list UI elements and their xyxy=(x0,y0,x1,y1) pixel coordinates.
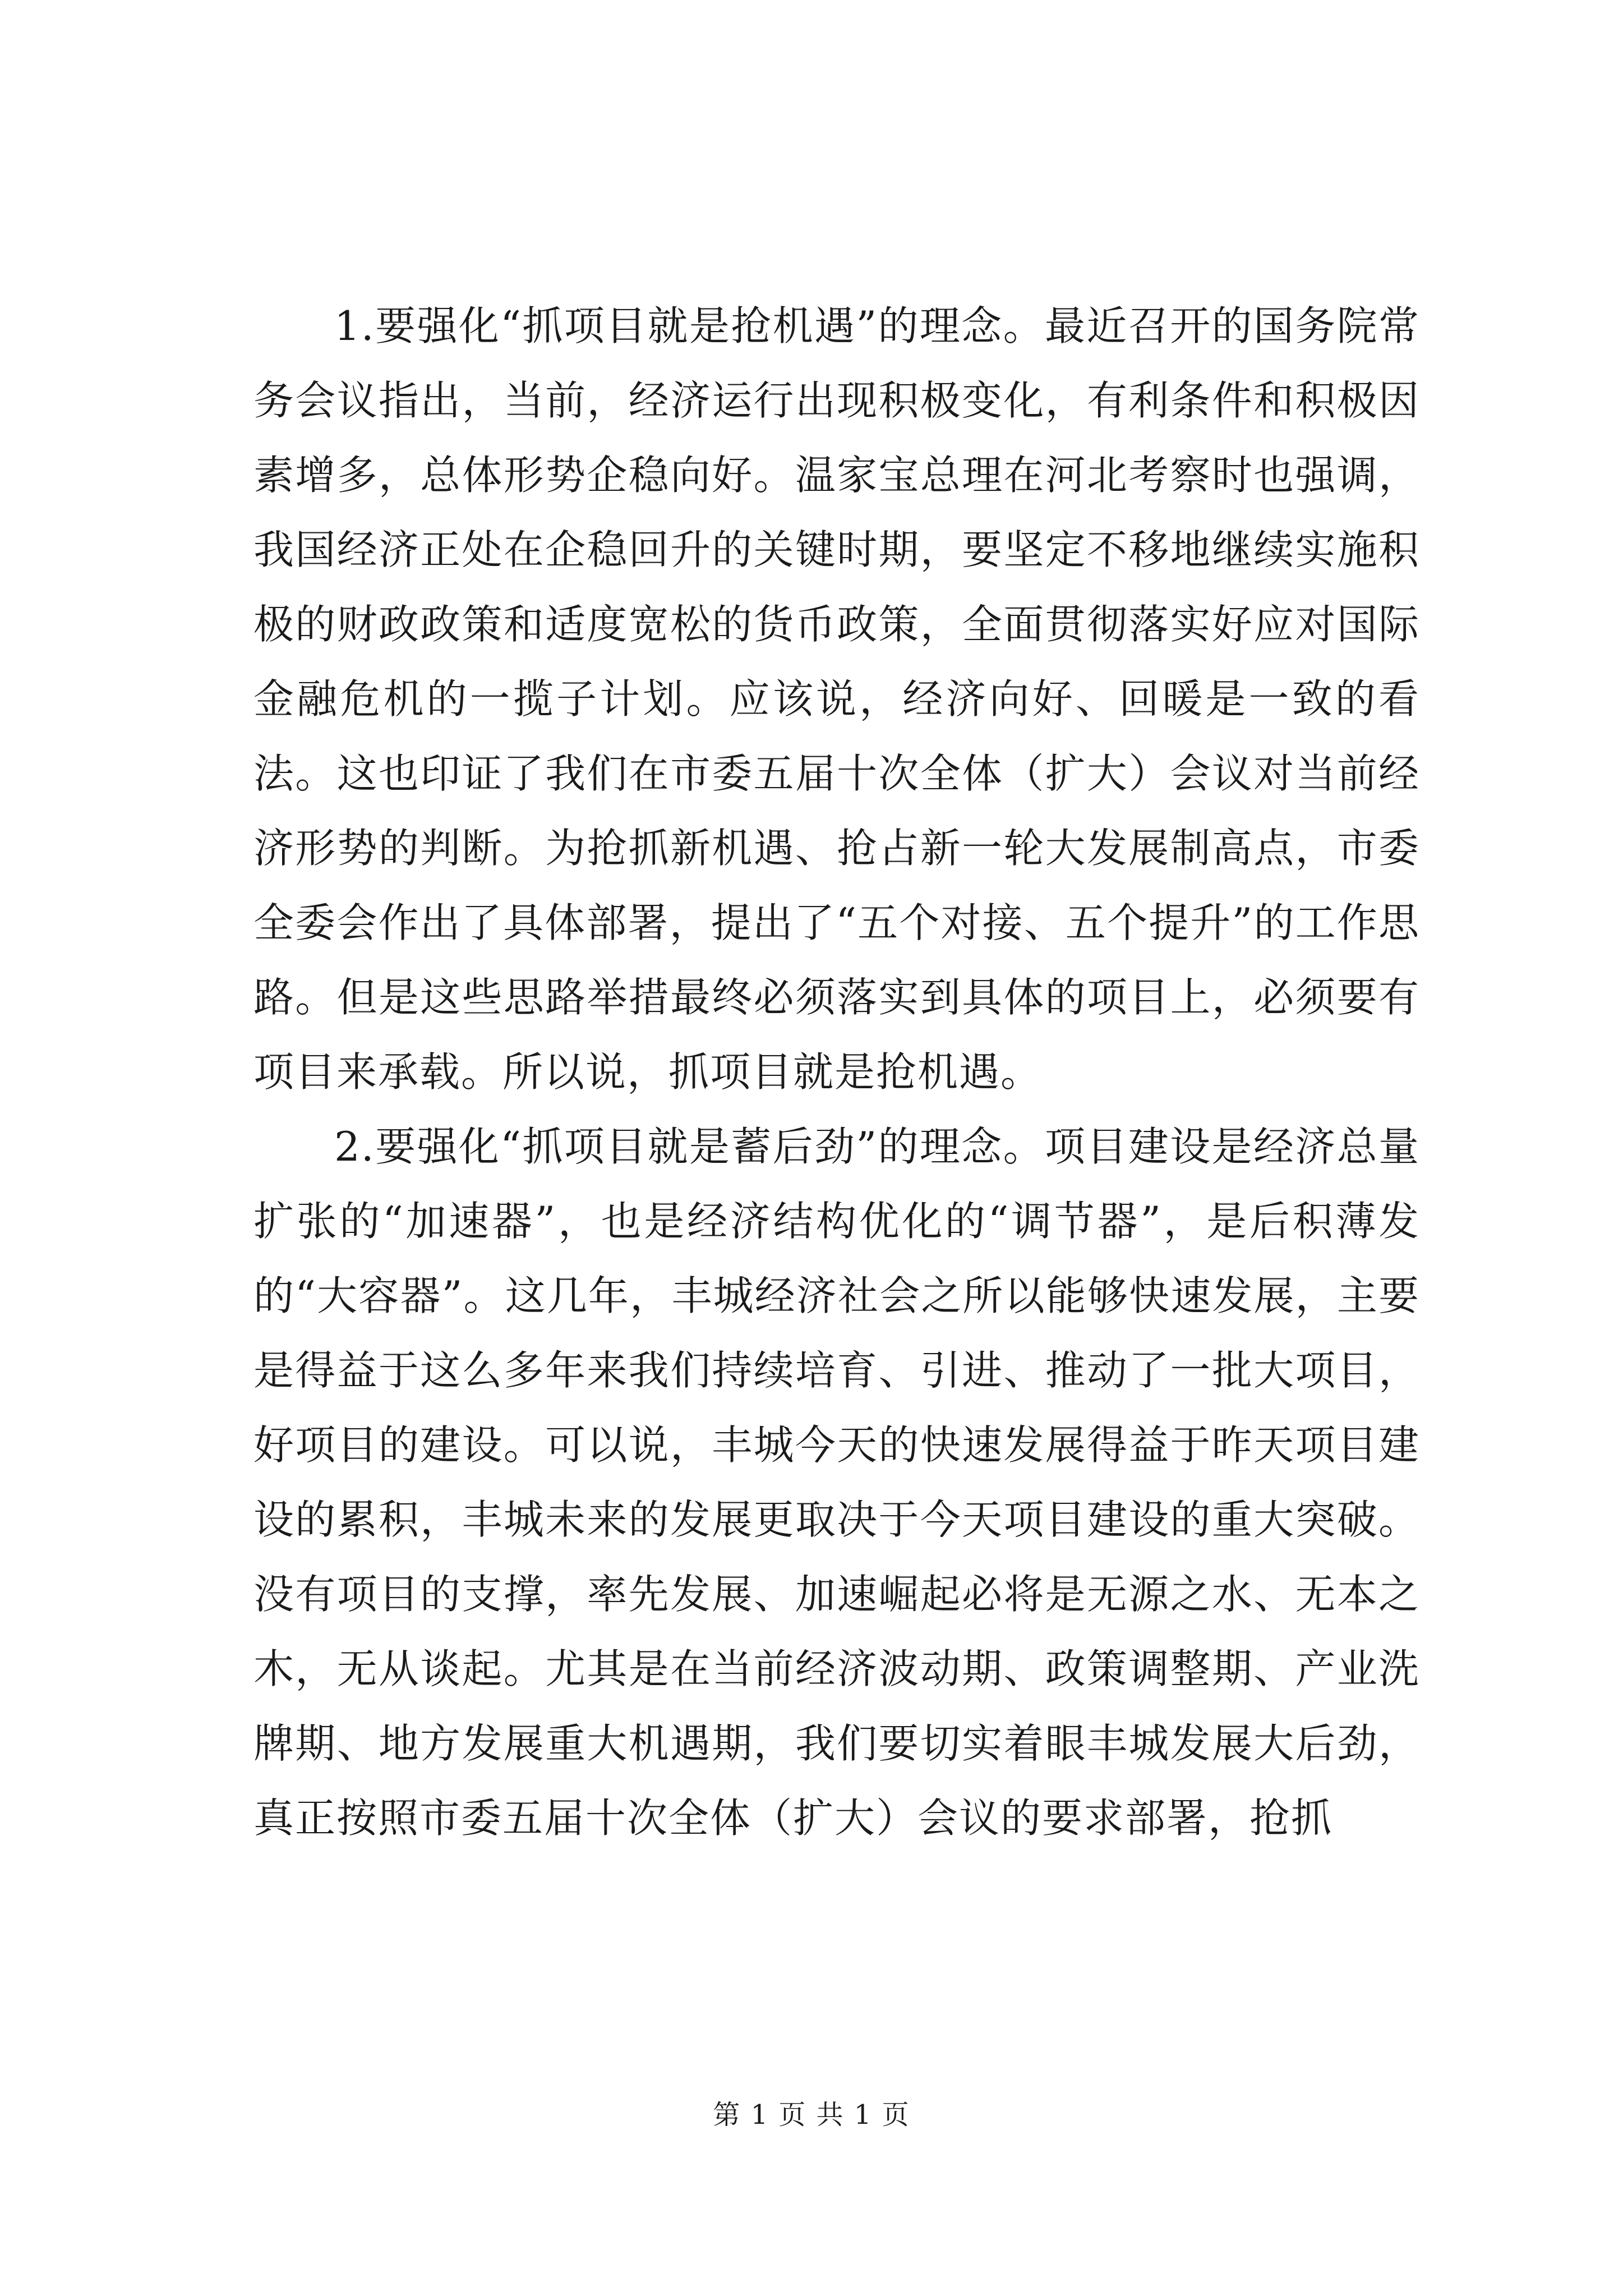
document-body xyxy=(253,289,1420,1856)
paragraph-1: 1.要强化“抓项目就是抢机遇”的理念。最近召开的国务院常务会议指出，当前，经济运行出现积极变化，有利条件和积极因素增多，总体形势企稳向好。温家宝总理在河北考察时也强调，我国经济正处在企稳回升的关键时期，要坚定不移地继续实施积极的财政政策和适度宽松的货币政策，全面贯彻落实好应对国际金融危机的一揽子计划。应该说，经济向好、回暖是一致的看法。这也印证了我们在市委五届十次全体（扩大）会议对当前经济形势的判断。为抢抓新机遇、抢占新一轮大发展制高点，市委全委会作出了具体部署，提出了“五个对接、五个提升”的工作思路。但是这些思路举措最终必须落实到具体的项目上，必须要有项目来承载。所以说，抓项目就是抢机遇。 xyxy=(253,302,1420,1096)
paragraph-2: 2.要强化“抓项目就是蓄后劲”的理念。项目建设是经济总量扩张的“加速器”，也是经济结构优化的“调节器”，是后积薄发的“大容器”。这几年，丰城经济社会之所以能够快速发展，主要是得益于这么多年来我们持续培育、引进、推动了一批大项目，好项目的建设。可以说，丰城今天的快速发展得益于昨天项目建设的累积，丰城未来的发展更取决于今天项目建设的重大突破。没有项目的支撑，率先发展、加速崛起必将是无源之水、无本之木，无从谈起。尤其是在当前经济波动期、政策调整期、产业洗牌期、地方发展重大机遇期，我们要切实着眼丰城发展大后劲，真正按照市委五届十次全体（扩大）会议的要求部署，抢抓 xyxy=(253,1123,1420,1842)
page-footer: 第 1 页 共 1 页 xyxy=(713,2099,910,2131)
